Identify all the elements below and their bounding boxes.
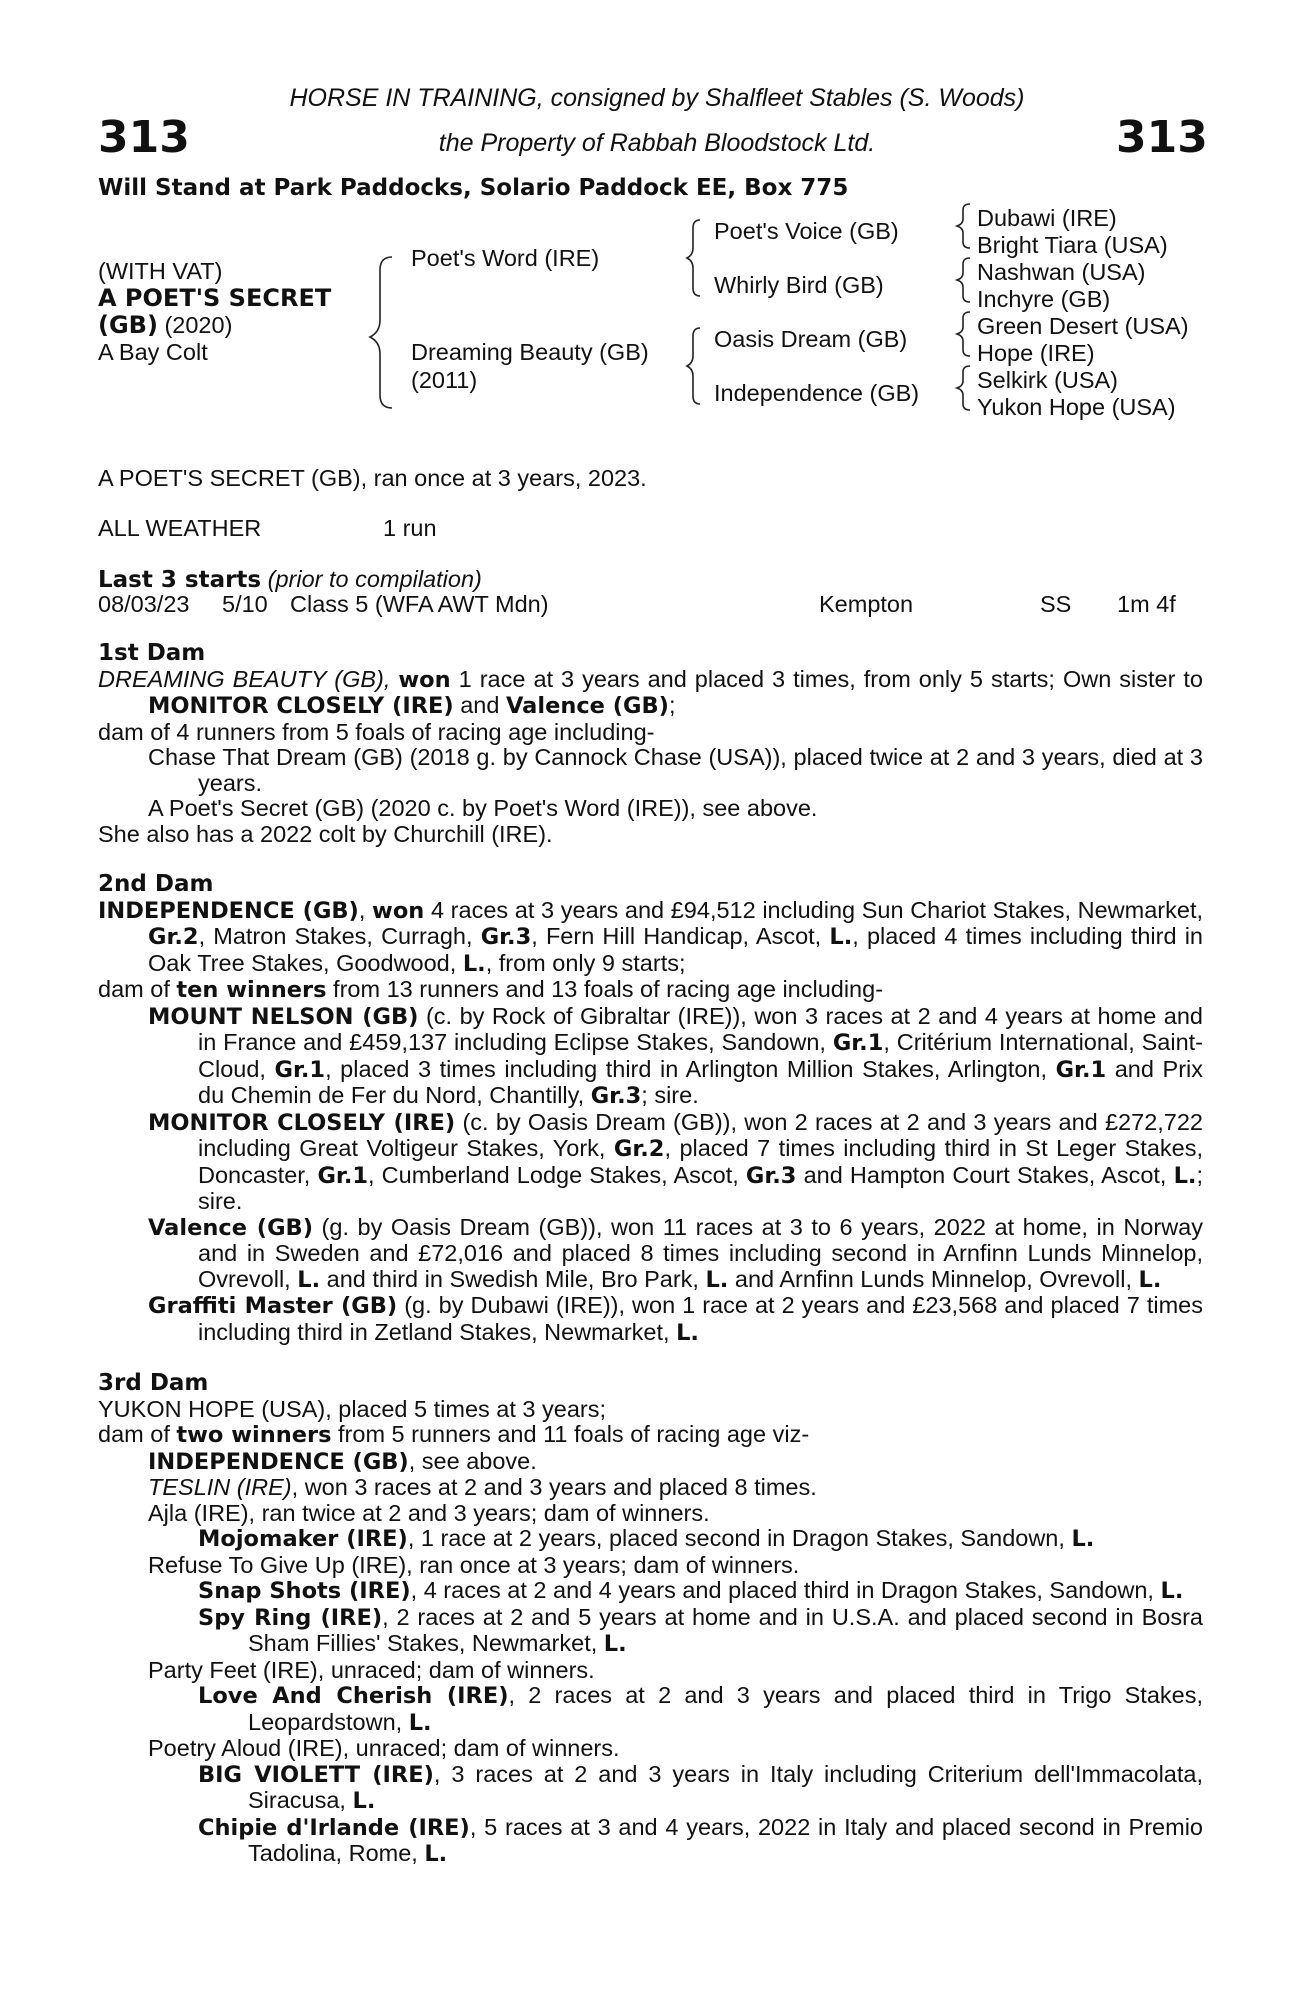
text-fragment: DREAMING BEAUTY (GB), — [98, 665, 399, 692]
text-fragment: Gr.2 — [613, 1136, 665, 1162]
text-fragment: Gr.1 — [1055, 1056, 1107, 1083]
produce-snap-shots — [98, 1578, 1203, 1605]
text-fragment: MOUNT NELSON (GB) — [148, 1003, 419, 1030]
produce-a-poets-secret: A Poet's Secret (GB) (2020 c. by Poet's Word (IRE)), see above. — [148, 795, 818, 821]
text-fragment: Gr.1 — [832, 1030, 884, 1056]
text-fragment: Valence (GB) — [148, 1214, 313, 1241]
second-dam-produce — [98, 977, 1203, 1004]
pedigree-ggs-5: Green Desert (USA) — [977, 313, 1189, 339]
text-fragment: dam of — [98, 1421, 177, 1447]
vat-note: (WITH VAT) — [98, 258, 223, 284]
pedigree-granddam-1: Whirly Bird (GB) — [714, 272, 884, 298]
first-dam-record — [98, 667, 1203, 720]
first-dam-note: She also has a 2022 colt by Churchill (IRE). — [98, 820, 553, 847]
text-fragment: L. — [462, 950, 486, 977]
text-fragment: Love And Cherish (IRE) — [198, 1683, 509, 1709]
text-fragment: 4 races at 3 years and £94,512 including Sun Chariot Stakes, Newmarket, — [424, 896, 1204, 923]
pedigree-ggs-2: Bright Tiara (USA) — [977, 232, 1168, 258]
produce-ajla: Ajla (IRE), ran twice at 2 and 3 years; dam of winners. — [148, 1499, 710, 1526]
text-fragment: Gr.1 — [317, 1162, 369, 1189]
text-fragment: Gr.3 — [590, 1083, 642, 1109]
third-dam-heading: 3rd Dam — [98, 1370, 209, 1396]
text-fragment: L. — [1160, 1578, 1184, 1604]
race-summary: A POET'S SECRET (GB), ran once at 3 years, 2023. — [98, 465, 647, 491]
text-fragment: L. — [603, 1631, 627, 1657]
consignor-line: HORSE IN TRAINING, consigned by Shalfleet Stables (S. Woods) — [289, 84, 1025, 112]
dam-sections — [98, 641, 1203, 1868]
pedigree-ggs-4: Inchyre (GB) — [977, 286, 1111, 312]
text-fragment: and — [453, 692, 506, 718]
produce-chipie-dirlande — [98, 1815, 1203, 1868]
horse-name: A POET'S SECRET — [98, 284, 332, 312]
text-fragment: , Fern Hill Handicap, Ascot, — [531, 923, 830, 949]
pedigree-dam: Dreaming Beauty (GB) — [411, 339, 649, 365]
lot-number-left: 313 — [98, 112, 190, 163]
text-fragment: MONITOR CLOSELY (IRE) — [148, 693, 454, 719]
property-line: the Property of Rabbah Bloodstock Ltd. — [438, 129, 876, 157]
pedigree-granddam-2: Independence (GB) — [714, 380, 920, 406]
text-fragment: , Cumberland Lodge Stakes, Ascot, — [368, 1161, 746, 1188]
text-fragment: L. — [676, 1319, 699, 1346]
text-fragment: L. — [1138, 1266, 1162, 1293]
produce-teslin — [98, 1475, 1203, 1501]
text-fragment: ; sire. — [641, 1082, 699, 1108]
pedigree-ggs-6: Hope (IRE) — [977, 340, 1095, 366]
last-starts-note: (prior to compilation) — [261, 566, 482, 592]
brace-gs1 — [957, 204, 970, 248]
text-fragment: from 5 runners and 11 foals of racing age viz- — [331, 1421, 810, 1447]
text-fragment: , 2 races at 2 and 5 years at home and in U.S.A. and placed second in Bosra Sham Fillies' Stakes, Newmarket, — [248, 1603, 1203, 1656]
text-fragment: , from only 9 starts; — [485, 949, 686, 976]
start-race: Class 5 (WFA AWT Mdn) — [290, 591, 549, 617]
text-fragment: and Hampton Court Stakes, Ascot, — [796, 1161, 1174, 1188]
text-fragment: BIG VIOLETT (IRE) — [198, 1761, 434, 1788]
first-dam-produce: dam of 4 runners from 5 foals of racing age including- — [98, 718, 655, 745]
brace-dam — [687, 328, 700, 404]
brace-sire-dam — [370, 257, 392, 408]
pedigree-grandsire-2: Oasis Dream (GB) — [714, 326, 908, 352]
text-fragment: Gr.3 — [745, 1162, 797, 1189]
produce-monitor-closely — [98, 1110, 1203, 1215]
pedigree-ggs-3: Nashwan (USA) — [977, 259, 1146, 285]
text-fragment: L. — [408, 1709, 432, 1736]
third-dam-record: YUKON HOPE (USA), placed 5 times at 3 years; — [98, 1395, 607, 1422]
pedigree-ggs-1: Dubawi (IRE) — [977, 205, 1117, 231]
produce-poetry-aloud: Poetry Aloud (IRE), unraced; dam of winners. — [148, 1735, 620, 1761]
text-fragment: L. — [705, 1266, 729, 1293]
text-fragment: , 2 races at 2 and 3 years and placed third in Trigo Stakes, Leopardstown, — [248, 1682, 1203, 1735]
text-fragment: , placed 3 times including third in Arlington Million Stakes, Arlington, — [325, 1055, 1056, 1082]
text-fragment: Mojomaker (IRE) — [198, 1526, 408, 1552]
produce-refuse-to-give-up: Refuse To Give Up (IRE), ran once at 3 years; dam of winners. — [148, 1551, 800, 1578]
produce-love-and-cherish — [98, 1683, 1203, 1736]
text-fragment: two winners — [176, 1422, 332, 1448]
text-fragment: (g. by Dubawi (IRE)), won 1 race at 2 years and £23,568 and placed 7 times including third in Zetland Stakes, Newmarket, — [198, 1292, 1203, 1345]
horse-description: A Bay Colt — [98, 339, 208, 365]
text-fragment: , Matron Stakes, Curragh, — [198, 923, 481, 949]
produce-spy-ring — [98, 1605, 1203, 1658]
text-fragment: ; — [668, 692, 676, 718]
produce-big-violett — [98, 1762, 1203, 1815]
text-fragment: , won 3 races at 2 and 3 years and placed 8 times. — [291, 1474, 817, 1500]
produce-mojomaker — [98, 1526, 1203, 1553]
text-fragment: ; sire. — [198, 1161, 1203, 1214]
text-fragment: and Arnfinn Lunds Minnelop, Ovrevoll, — [728, 1265, 1139, 1292]
text-fragment: won — [372, 897, 425, 924]
text-fragment: , placed 7 times including third in St Leger Stakes, Doncaster, — [198, 1135, 1203, 1188]
text-fragment: L. — [829, 924, 853, 950]
text-fragment: Valence (GB) — [505, 693, 669, 719]
second-dam-record — [98, 898, 1203, 978]
text-fragment: Chipie d'Irlande (IRE) — [198, 1814, 470, 1841]
text-fragment: MONITOR CLOSELY (IRE) — [148, 1109, 456, 1136]
stand-location: Will Stand at Park Paddocks, Solario Paddock EE, Box 775 — [98, 175, 849, 201]
horse-country: (GB) — [98, 311, 158, 339]
pedigree-sire: Poet's Word (IRE) — [411, 245, 600, 271]
start-date: 08/03/23 — [98, 591, 190, 617]
horse-year: (2020) — [157, 312, 233, 338]
text-fragment: (g. by Oasis Dream (GB)), won 11 races at 3 to 6 years, 2022 at home, in Norway and in Sweden and £72,016 and placed 8 times including second in Arnfinn Lunds Minnelop, Ovrevoll, — [198, 1213, 1203, 1292]
start-distance: 1m 4f — [1117, 591, 1176, 617]
produce-mount-nelson — [98, 1004, 1203, 1110]
text-fragment: TESLIN (IRE) — [148, 1474, 292, 1500]
text-fragment: , 3 races at 2 and 3 years in Italy including Criterium dell'Immacolata, Siracusa, — [248, 1760, 1203, 1813]
last-starts-heading — [98, 566, 482, 593]
first-dam-heading: 1st Dam — [98, 640, 206, 666]
start-position: 5/10 — [222, 591, 268, 617]
brace-gs4 — [957, 366, 970, 410]
text-fragment: from 13 runners and 13 foals of racing age including- — [326, 976, 884, 1002]
text-fragment: Spy Ring (IRE) — [198, 1604, 383, 1631]
text-fragment: INDEPENDENCE (GB) — [98, 897, 359, 924]
text-fragment: L. — [1173, 1162, 1197, 1189]
pedigree-dam-year: (2011) — [411, 367, 478, 393]
text-fragment: , Critérium International, Saint-Cloud, — [198, 1029, 1204, 1082]
text-fragment: Snap Shots (IRE) — [198, 1578, 411, 1604]
lot-number-right: 313 — [1116, 112, 1208, 163]
brace-gs3 — [957, 312, 970, 356]
text-fragment: Gr.2 — [148, 924, 199, 950]
text-fragment: , 1 race at 2 years, placed second in Dragon Stakes, Sandown, — [407, 1525, 1072, 1551]
second-dam-heading: 2nd Dam — [98, 871, 214, 897]
pedigree-ggs-8: Yukon Hope (USA) — [977, 394, 1176, 420]
text-fragment: won — [398, 666, 451, 693]
start-course: Kempton — [819, 591, 914, 617]
text-fragment: and third in Swedish Mile, Bro Park, — [320, 1265, 706, 1292]
produce-graffiti-master — [98, 1293, 1203, 1346]
text-fragment: , see above. — [408, 1447, 537, 1474]
brace-sire — [687, 220, 700, 296]
text-fragment: L. — [424, 1841, 448, 1867]
produce-party-feet: Party Feet (IRE), unraced; dam of winners. — [148, 1656, 595, 1683]
text-fragment: dam of — [98, 976, 177, 1002]
all-weather-runs: 1 run — [383, 515, 437, 541]
third-dam-produce — [98, 1422, 1203, 1449]
text-fragment: (c. by Oasis Dream (GB)), won 2 races at 2 and 3 years and £272,722 including Great Voltigeur Stakes, York, — [198, 1108, 1203, 1161]
text-fragment: , 5 races at 3 and 4 years, 2022 in Italy and placed second in Premio Tadolina, Rome, — [248, 1813, 1203, 1866]
all-weather-label: ALL WEATHER — [98, 515, 262, 541]
text-fragment: , 4 races at 2 and 4 years and placed third in Dragon Stakes, Sandown, — [410, 1577, 1161, 1603]
text-fragment: L. — [1071, 1526, 1095, 1552]
text-fragment: L. — [352, 1788, 376, 1814]
text-fragment: , — [358, 896, 373, 923]
text-fragment: (c. by Rock of Gibraltar (IRE)), won 3 races at 2 and 4 years at home and in France and £459,137 including Eclipse Stakes, Sandown, — [198, 1002, 1203, 1055]
pedigree-grandsire-1: Poet's Voice (GB) — [714, 218, 899, 244]
produce-valence — [98, 1215, 1203, 1294]
text-fragment: INDEPENDENCE (GB) — [148, 1448, 409, 1475]
produce-chase-that-dream: Chase That Dream (GB) (2018 g. by Cannock Chase (USA)), placed twice at 2 and 3 years, died at 3 years. — [148, 744, 1203, 796]
brace-gs2 — [957, 258, 970, 302]
text-fragment: and Prix du Chemin de Fer du Nord, Chantilly, — [198, 1055, 1203, 1108]
text-fragment: Gr.1 — [274, 1056, 326, 1083]
text-fragment: 1 race at 3 years and placed 3 times, from only 5 starts; Own sister to — [450, 665, 1204, 692]
text-fragment: , placed 4 times including third in Oak Tree Stakes, Goodwood, — [148, 923, 1203, 976]
text-fragment: Graffiti Master (GB) — [148, 1293, 398, 1319]
start-going: SS — [1040, 591, 1072, 617]
produce-independence — [98, 1449, 1203, 1476]
text-fragment: Gr.3 — [480, 924, 532, 950]
text-fragment: L. — [297, 1266, 321, 1293]
last-starts-title: Last 3 starts — [98, 567, 262, 593]
text-fragment: ten winners — [176, 977, 327, 1003]
pedigree-ggs-7: Selkirk (USA) — [977, 367, 1119, 393]
